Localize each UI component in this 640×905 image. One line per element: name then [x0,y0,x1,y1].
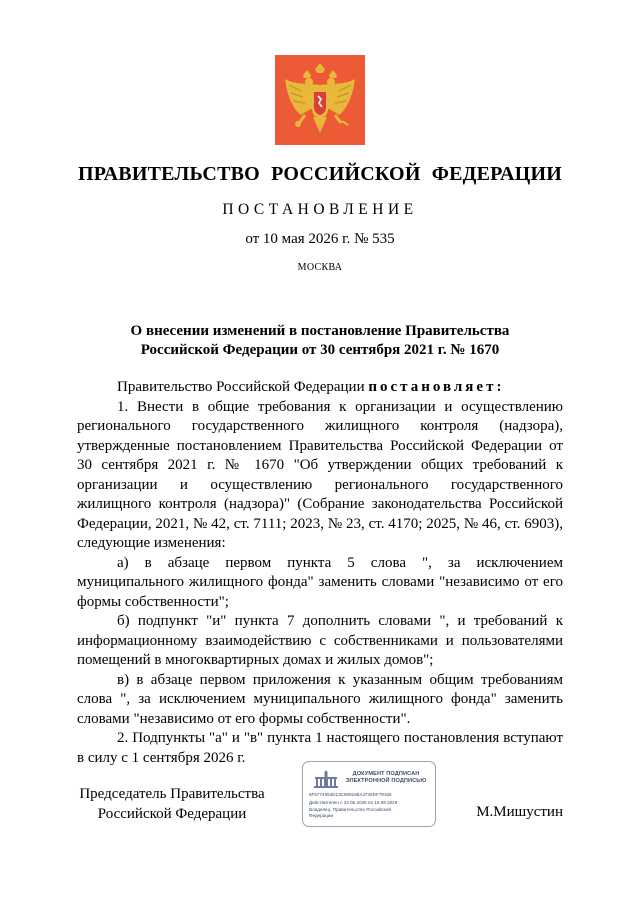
electronic-signature-stamp [302,761,436,827]
document-city: МОСКВА [297,262,343,273]
signatory-position-line-2: Российской Федерации [97,805,247,822]
stamp-certificate-number: 6F6774654D13C908188A4728DF79155 [309,792,392,797]
document-type: ПОСТАНОВЛЕНИЕ [222,201,418,218]
subject-line-1: О внесении изменений в постановление Правительства [130,323,510,339]
preamble-text: Правительство Российской Федерации [117,379,369,395]
government-title: ПРАВИТЕЛЬСТВО РОССИЙСКОЙ ФЕДЕРАЦИИ [78,163,562,185]
government-building-icon [313,769,339,789]
subitem-v-paragraph: в) в абзаце первом приложения к указанным общим требованиям слова ", за исключением муниципального жилищного фонда" заменить словами "независимо от его формы собственности". [77,671,563,727]
document-date-number: от 10 мая 2026 г. № 535 [245,231,395,247]
signatory-position [77,785,267,824]
signatory-name: М.Мишустин [476,804,563,820]
stamp-heading [341,771,431,785]
subitem-a-paragraph: а) в абзаце первом пункта 5 слова ", за исключением муниципального жилищного фонда" заменить словами "независимо от его формы собственности"; [77,554,563,610]
resolves-word: постановляет: [368,379,505,395]
document-body [77,378,563,768]
coat-of-arms-emblem [275,55,365,145]
stamp-heading-line-2: ЭЛЕКТРОННОЙ ПОДПИСЬЮ [345,778,427,784]
item-1-paragraph: 1. Внести в общие требования к организации и осуществлению регионального государственного жилищного контроля (надзора), утвержденные постановлением Правительства Российской Федерации от 30 сентября 2021 г. № 1670 "Об утверждении общих требований к организации и осуществлению регионального государственного жилищного контроля (надзора)" (Собрание законодательства Российской Федерации, 2021, № 42, ст. 7111; 2023, № 23, ст. 4170; 2025, № 46, ст. 6903), следующие изменения: [77,398,563,551]
subject-line-2: Российской Федерации от 30 сентября 2021 г. № 1670 [140,342,500,358]
subitem-b-paragraph: б) подпункт "и" пункта 7 дополнить словами ", и требований к информационному взаимодействию с собственниками и пользователями помещений в многоквартирных домах и жилых домов"; [77,613,563,668]
signatory-position-line-1: Председатель Правительства [79,786,265,802]
stamp-owner-line-2: Федерации [309,813,334,818]
preamble-paragraph [77,378,563,398]
stamp-validity: Действителен с 22.05.2025 по 15.08.2026 [309,800,398,805]
stamp-owner-line-1: Владелец: Правительство Российской [309,807,391,812]
item-2-paragraph: 2. Подпункты "а" и "в" пункта 1 настоящего постановления вступают в силу с 1 сентября 2026 г. [77,730,563,766]
stamp-heading-line-1: ДОКУМЕНТ ПОДПИСАН [352,771,420,777]
document-subject [0,322,640,360]
